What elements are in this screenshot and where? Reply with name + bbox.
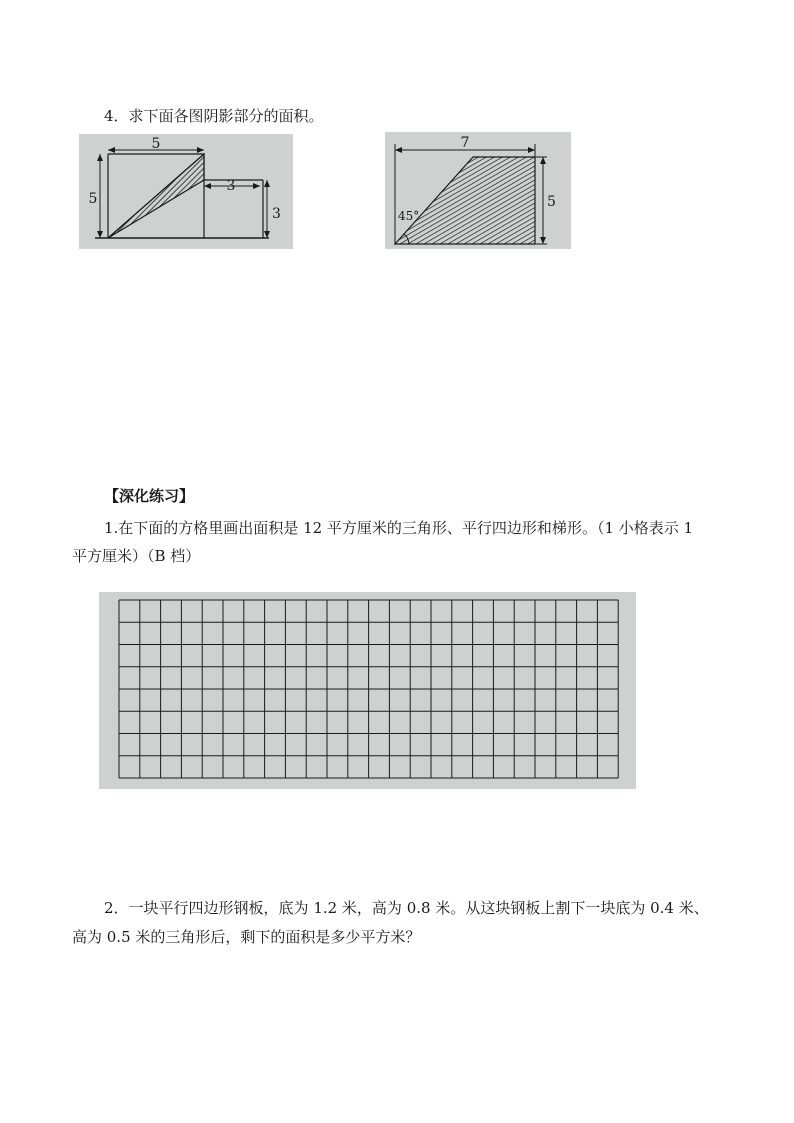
section-header: 【深化练习】	[104, 487, 195, 505]
exercise-1-line-1: 1.在下面的方格里画出面积是 12 平方厘米的三角形、平行四边形和梯形。（1 小格表示 1	[104, 519, 694, 537]
square-grid	[99, 592, 636, 789]
exercise-2-line-1: 2．一块平行四边形钢板，底为 1.2 米，高为 0.8 米。从这块钢板上割下一块底为 0.4 米、	[104, 899, 709, 917]
fig2-angle-label: 45°	[398, 209, 420, 223]
question-4-title: 4．求下面各图阴影部分的面积。	[104, 107, 324, 125]
figure-2-photo	[385, 132, 571, 249]
shaded-triangle-1	[108, 154, 204, 238]
figure-1-photo	[79, 134, 293, 249]
fig2-right-label: 5	[547, 194, 556, 210]
exercise-1-line-2: 平方厘米）（B 档）	[72, 547, 201, 565]
figure-1-diagram	[79, 134, 293, 249]
fig1-right-side-label: 3	[272, 206, 281, 222]
fig2-top-label: 7	[460, 135, 470, 151]
figure-2-diagram	[385, 132, 571, 249]
exercise-2-line-2: 高为 0.5 米的三角形后，剩下的面积是多少平方米？	[72, 928, 421, 946]
shaded-trapezoid	[395, 157, 535, 244]
fig1-right-top-label: 3	[226, 178, 236, 194]
fig1-top-label: 5	[151, 136, 161, 152]
fig1-left-label: 5	[88, 191, 98, 207]
grid-photo	[99, 592, 636, 789]
